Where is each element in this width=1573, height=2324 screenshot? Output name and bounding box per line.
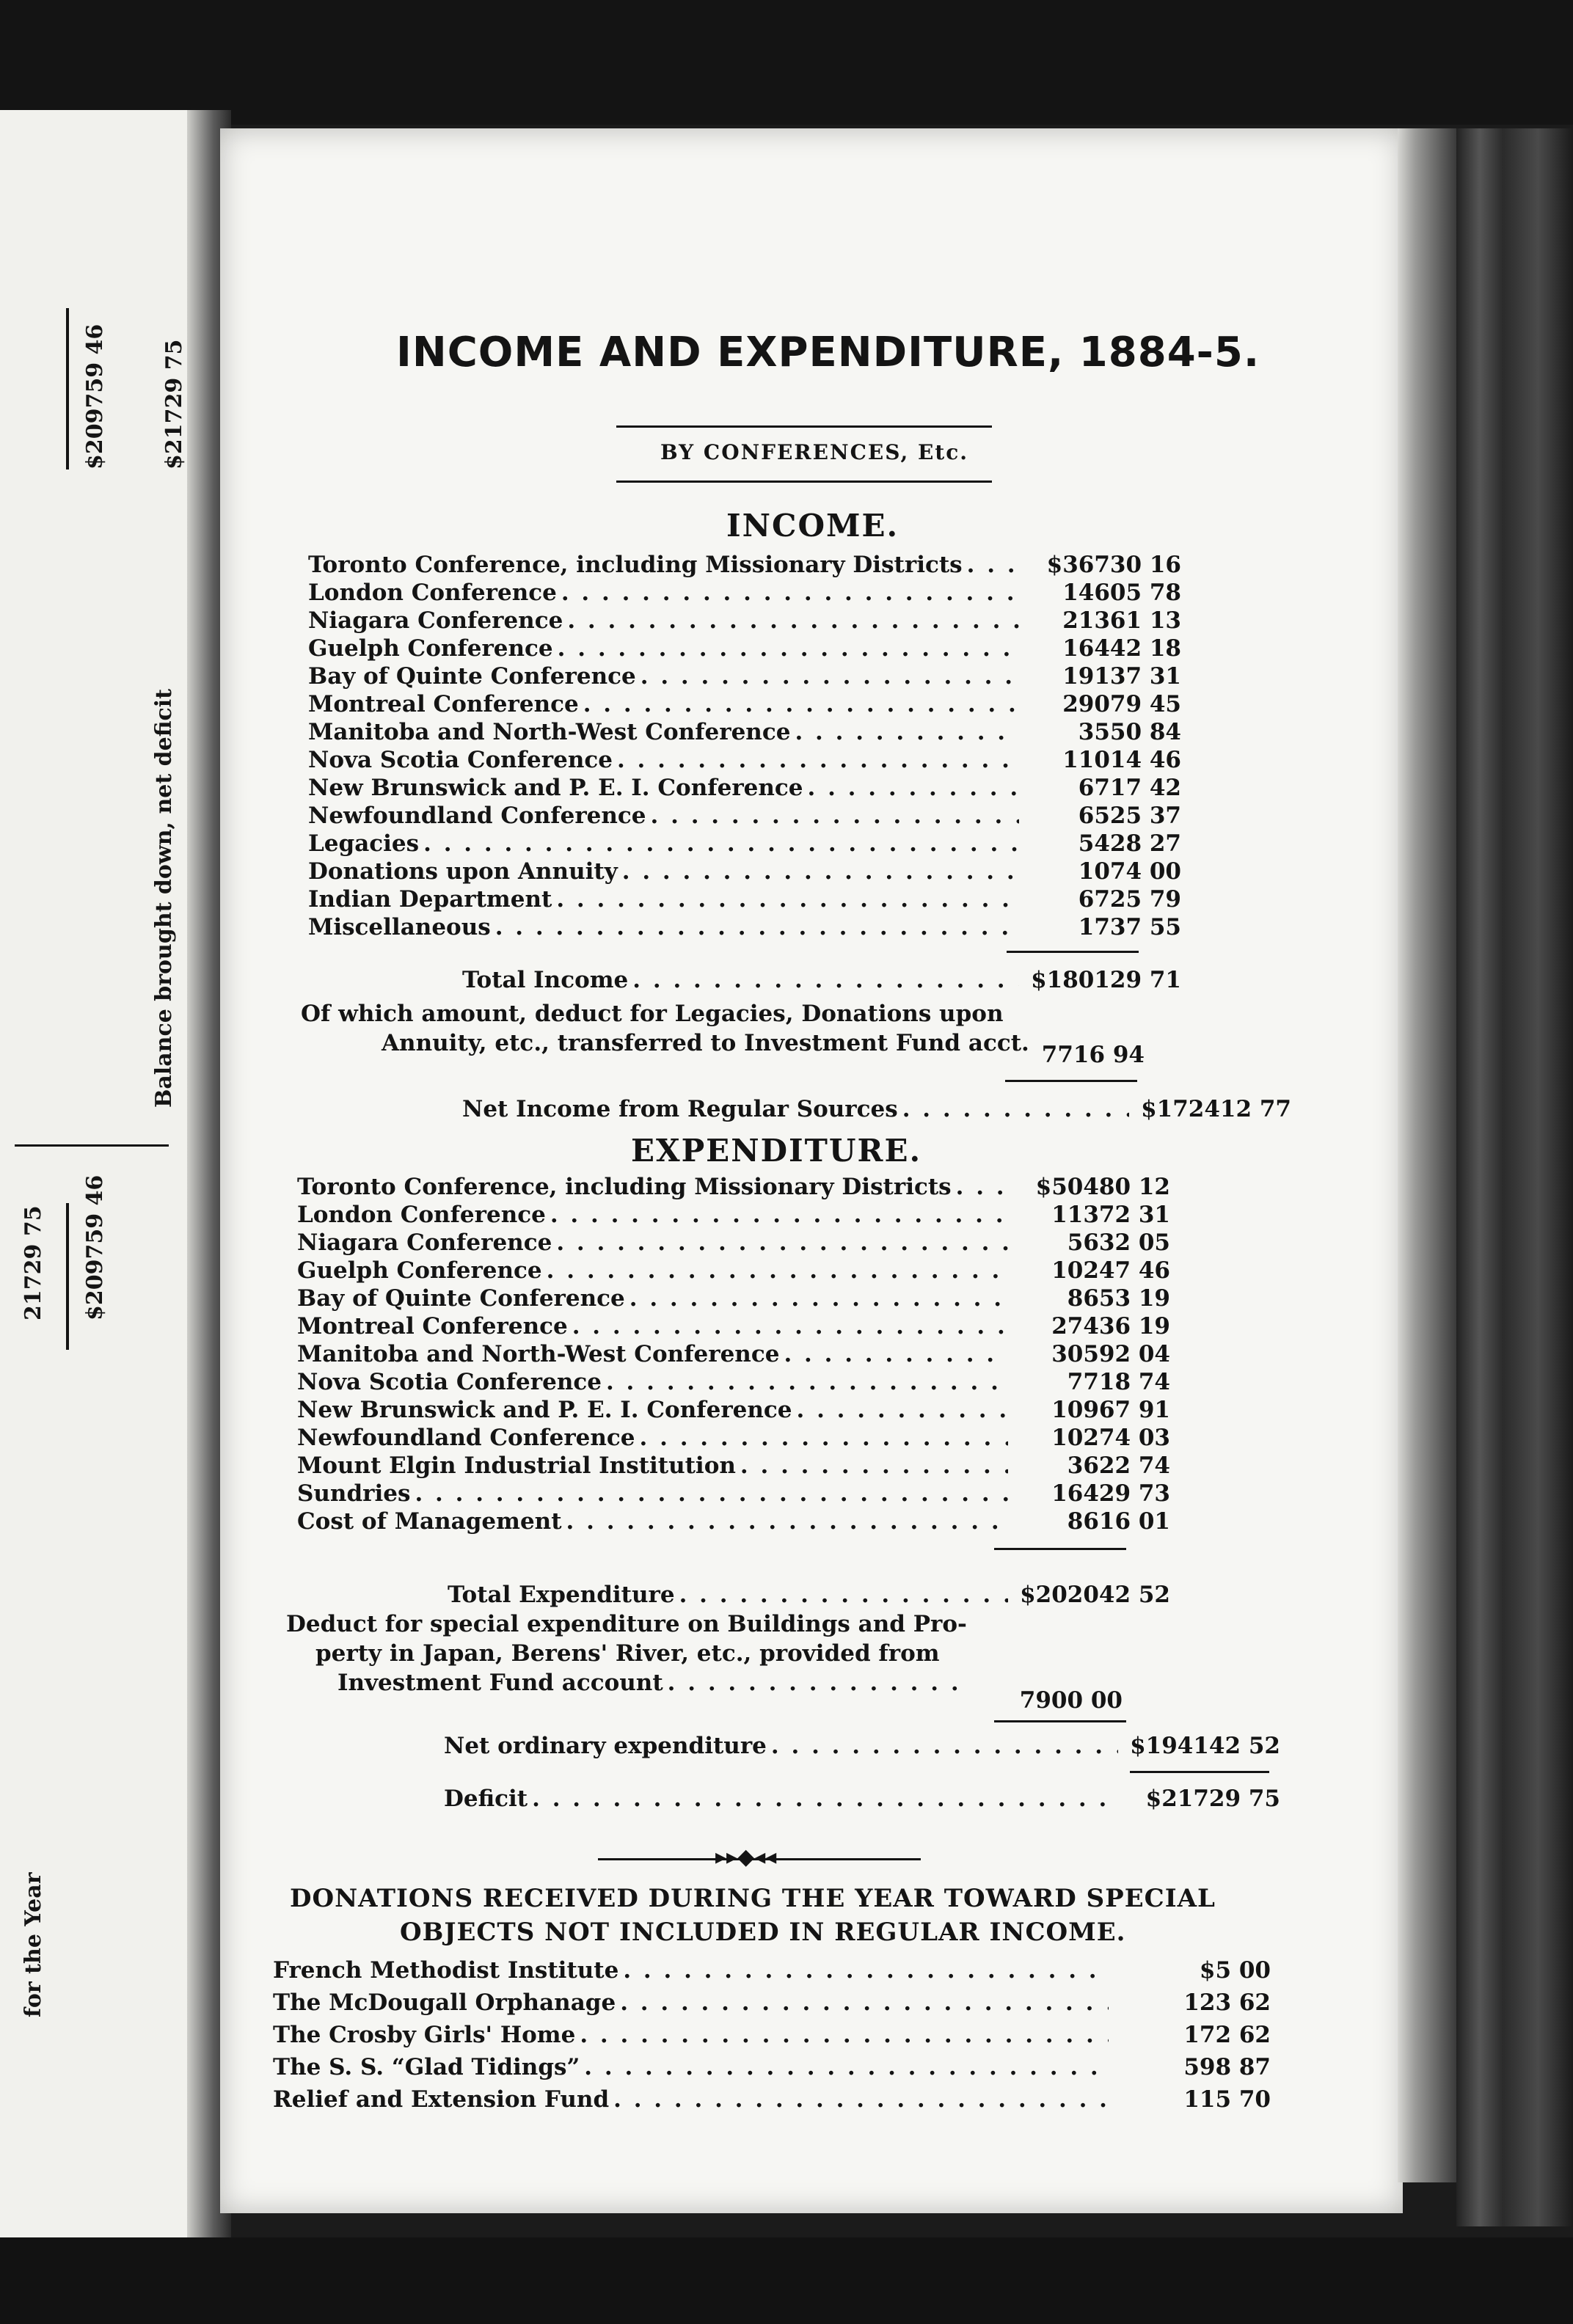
income-row — [308, 747, 1181, 775]
leader-dots — [566, 1508, 1008, 1535]
expenditure-row — [297, 1174, 1170, 1202]
leader-dots — [584, 2054, 1109, 2080]
leader-dots — [532, 1786, 1118, 1812]
income-row-amount: $36730 16 — [1046, 552, 1181, 578]
expenditure-row — [297, 1425, 1170, 1452]
donation-row-label: French Methodist Institute — [273, 1957, 619, 1984]
leader-dots — [797, 1397, 1008, 1423]
book-cover-side — [1456, 128, 1573, 2226]
expenditure-row-amount: 8653 19 — [1067, 1285, 1170, 1312]
expenditure-row-amount: 27436 19 — [1051, 1313, 1170, 1340]
leader-dots — [640, 1425, 1008, 1451]
donation-row — [273, 1957, 1271, 1985]
income-row — [308, 858, 1181, 886]
expenditure-total-amount: $202042 52 — [1020, 1582, 1170, 1608]
leader-dots — [632, 967, 1019, 993]
leader-dots — [567, 607, 1019, 634]
expenditure-row — [297, 1480, 1170, 1508]
donation-row-amount: 115 70 — [1183, 2086, 1271, 2113]
leader-dots — [495, 914, 1019, 940]
expenditure-row — [297, 1508, 1170, 1536]
income-deduct-line2: Annuity, etc., transferred to Investment Fund acct. — [382, 1030, 1029, 1056]
expenditure-deduct-line2: perty in Japan, Berens' River, etc., provided from — [315, 1640, 940, 1667]
donation-row-label: The Crosby Girls' Home — [273, 2022, 576, 2048]
expenditure-row — [297, 1452, 1170, 1480]
leader-dots — [784, 1341, 1008, 1367]
leader-dots — [617, 747, 1019, 773]
expenditure-row-label: Montreal Conference — [297, 1313, 568, 1340]
donation-row-label: Relief and Extension Fund — [273, 2086, 610, 2113]
leader-dots — [556, 886, 1019, 913]
leader-dots — [606, 1369, 1008, 1395]
income-row-label: Guelph Conference — [308, 635, 553, 662]
income-row — [308, 830, 1181, 858]
deficit-rule — [1130, 1771, 1269, 1773]
expenditure-row-label: Cost of Management — [297, 1508, 562, 1535]
income-row-amount: 11014 46 — [1062, 747, 1181, 773]
income-row — [308, 803, 1181, 830]
income-row-label: Bay of Quinte Conference — [308, 663, 636, 690]
leader-dots — [956, 1174, 1008, 1200]
page-subtitle: BY CONFERENCES, Etc. — [660, 440, 969, 464]
leader-dots — [623, 1957, 1109, 1984]
expenditure-row-label: Newfoundland Conference — [297, 1425, 635, 1451]
leader-dots — [629, 1285, 1008, 1312]
income-row-label: London Conference — [308, 580, 557, 606]
leader-dots — [620, 1989, 1109, 2016]
income-row-amount: 5428 27 — [1078, 830, 1181, 857]
income-row-label: Toronto Conference, including Missionary Districts — [308, 552, 963, 578]
expenditure-row-label: Manitoba and North-West Conference — [297, 1341, 780, 1367]
subtitle-rule — [616, 480, 992, 483]
income-total-amount: $180129 71 — [1031, 967, 1181, 993]
expenditure-row-amount: 10247 46 — [1051, 1257, 1170, 1284]
left-bottom-rule — [66, 1203, 69, 1350]
income-row-amount: 1074 00 — [1078, 858, 1181, 885]
scan-background-top — [0, 0, 1573, 125]
income-row-amount: 16442 18 — [1062, 635, 1181, 662]
left-top-rule — [66, 308, 69, 469]
leader-dots — [547, 1257, 1008, 1284]
leader-dots — [613, 2086, 1109, 2113]
expenditure-row-amount: 5632 05 — [1067, 1229, 1170, 1256]
income-row — [308, 607, 1181, 635]
donation-row-amount: $5 00 — [1199, 1957, 1271, 1984]
income-row — [308, 719, 1181, 747]
scan-background-bottom — [0, 2237, 1573, 2324]
income-row-label: New Brunswick and P. E. I. Conference — [308, 775, 803, 801]
expenditure-sum-rule — [994, 1548, 1126, 1550]
title-rule — [616, 425, 992, 428]
income-row — [308, 775, 1181, 803]
donation-row-amount: 123 62 — [1183, 1989, 1271, 2016]
income-row-amount: 6525 37 — [1078, 803, 1181, 829]
income-net-row — [462, 1096, 1291, 1124]
expenditure-row-label: Guelph Conference — [297, 1257, 542, 1284]
income-row-amount: 6717 42 — [1078, 775, 1181, 801]
income-row-amount: 19137 31 — [1062, 663, 1181, 690]
income-row — [308, 914, 1181, 942]
left-bottom-deficit: 21729 75 — [21, 1205, 46, 1320]
leader-dots — [771, 1733, 1118, 1759]
expenditure-total-label: Total Expenditure — [448, 1582, 675, 1608]
left-bottom-label: for the Year — [21, 1872, 46, 2017]
income-row — [308, 691, 1181, 719]
expenditure-row-amount: 16429 73 — [1051, 1480, 1170, 1507]
income-row-label: Niagara Conference — [308, 607, 563, 634]
expenditure-row-amount: 10967 91 — [1051, 1397, 1170, 1423]
donation-row — [273, 1989, 1271, 2017]
leader-dots — [651, 803, 1019, 829]
leader-dots — [561, 580, 1019, 606]
donations-heading-line1: DONATIONS RECEIVED DURING THE YEAR TOWARD SPECIAL — [290, 1884, 1216, 1913]
left-top-deficit: $21729 75 — [161, 339, 187, 469]
income-row-amount: 1737 55 — [1078, 914, 1181, 940]
expenditure-net-rule — [994, 1720, 1126, 1722]
leader-dots — [556, 1229, 1008, 1256]
income-row-amount: 21361 13 — [1062, 607, 1181, 634]
income-row-label: Montreal Conference — [308, 691, 579, 717]
leader-dots — [967, 552, 1019, 578]
expenditure-row-label: New Brunswick and P. E. I. Conference — [297, 1397, 792, 1423]
income-row-amount: 29079 45 — [1062, 691, 1181, 717]
income-row — [308, 663, 1181, 691]
deficit-label: Deficit — [444, 1786, 528, 1812]
income-row-label: Donations upon Annuity — [308, 858, 618, 885]
expenditure-net-row — [444, 1733, 1280, 1761]
expenditure-deduct-line3: Investment Fund account — [337, 1670, 663, 1696]
expenditure-row-amount: 10274 03 — [1051, 1425, 1170, 1451]
expenditure-net-label: Net ordinary expenditure — [444, 1733, 767, 1759]
expenditure-row-amount: 30592 04 — [1051, 1341, 1170, 1367]
leader-dots — [640, 663, 1019, 690]
expenditure-row-label: Bay of Quinte Conference — [297, 1285, 625, 1312]
donation-row-amount: 598 87 — [1183, 2054, 1271, 2080]
income-row-label: Nova Scotia Conference — [308, 747, 613, 773]
donations-heading-line2: OBJECTS NOT INCLUDED IN REGULAR INCOME. — [400, 1918, 1126, 1947]
income-deduct-line1: Of which amount, deduct for Legacies, Donations upon — [301, 1001, 1004, 1027]
expenditure-row — [297, 1285, 1170, 1313]
leader-dots — [558, 635, 1019, 662]
expenditure-row-amount: $50480 12 — [1035, 1174, 1170, 1200]
leader-dots — [808, 775, 1019, 801]
expenditure-row-label: Mount Elgin Industrial Institution — [297, 1452, 736, 1479]
income-row-amount: 6725 79 — [1078, 886, 1181, 913]
left-bottom-total: $209759 46 — [82, 1174, 108, 1320]
income-net-amount: $172412 77 — [1141, 1096, 1291, 1122]
expenditure-row-label: Sundries — [297, 1480, 411, 1507]
leader-dots — [550, 1202, 1008, 1228]
expenditure-row-label: Toronto Conference, including Missionary Districts — [297, 1174, 952, 1200]
expenditure-row — [297, 1257, 1170, 1285]
leader-dots — [583, 691, 1019, 717]
leader-dots — [580, 2022, 1109, 2048]
expenditure-total-row — [448, 1582, 1170, 1609]
expenditure-row — [297, 1397, 1170, 1425]
deficit-amount: $21729 75 — [1145, 1786, 1280, 1812]
income-row-label: Indian Department — [308, 886, 552, 913]
leader-dots — [679, 1582, 1008, 1608]
expenditure-row — [297, 1229, 1170, 1257]
expenditure-row — [297, 1341, 1170, 1369]
donation-row-amount: 172 62 — [1183, 2022, 1271, 2048]
income-total-label: Total Income — [462, 967, 629, 993]
donation-row — [273, 2054, 1271, 2082]
expenditure-row-label: Nova Scotia Conference — [297, 1369, 602, 1395]
expenditure-row-amount: 11372 31 — [1051, 1202, 1170, 1228]
expenditure-row — [297, 1202, 1170, 1229]
expenditure-row-label: Niagara Conference — [297, 1229, 552, 1256]
leader-dots — [795, 719, 1019, 745]
income-row-label: Newfoundland Conference — [308, 803, 646, 829]
expenditure-row — [297, 1369, 1170, 1397]
income-net-rule — [1005, 1080, 1137, 1082]
leader-dots — [622, 858, 1019, 885]
income-row — [308, 886, 1181, 914]
expenditure-heading: EXPENDITURE. — [631, 1133, 922, 1169]
income-row-label: Miscellaneous — [308, 914, 491, 940]
donation-row — [273, 2022, 1271, 2050]
income-row — [308, 635, 1181, 663]
expenditure-net-amount: $194142 52 — [1130, 1733, 1280, 1759]
left-horizontal-rule — [15, 1144, 169, 1147]
expenditure-deduct-amount: 7900 00 — [1019, 1687, 1123, 1714]
income-heading: INCOME. — [726, 508, 899, 544]
left-top-label: Balance brought down, net deficit — [151, 688, 177, 1108]
leader-dots — [740, 1452, 1008, 1479]
income-row-label: Manitoba and North-West Conference — [308, 719, 791, 745]
income-row-amount: 3550 84 — [1078, 719, 1181, 745]
expenditure-row — [297, 1313, 1170, 1341]
income-total-row — [462, 967, 1181, 995]
income-row — [308, 580, 1181, 607]
expenditure-row-amount: 3622 74 — [1067, 1452, 1170, 1479]
leader-dots — [572, 1313, 1008, 1340]
leader-dots — [902, 1096, 1129, 1122]
deficit-row — [444, 1786, 1280, 1813]
income-row-amount: 14605 78 — [1062, 580, 1181, 606]
expenditure-row-amount: 7718 74 — [1067, 1369, 1170, 1395]
income-net-label: Net Income from Regular Sources — [462, 1096, 898, 1122]
income-row-label: Legacies — [308, 830, 420, 857]
left-top-total: $209759 46 — [82, 324, 108, 469]
expenditure-row-amount: 8616 01 — [1067, 1508, 1170, 1535]
leader-dots — [423, 830, 1019, 857]
donation-row-label: The S. S. “Glad Tidings” — [273, 2054, 580, 2080]
expenditure-row-label: London Conference — [297, 1202, 546, 1228]
page-title: INCOME AND EXPENDITURE, 1884-5. — [396, 329, 1260, 376]
leader-dots — [668, 1670, 968, 1696]
donation-row-label: The McDougall Orphanage — [273, 1989, 616, 2016]
income-row — [308, 552, 1181, 580]
page-edge — [1398, 128, 1456, 2182]
income-sum-rule — [1007, 951, 1139, 953]
ornament-diamond-icon: ▸▸◆◂◂ — [715, 1844, 777, 1870]
income-deduct-amount: 7716 94 — [1041, 1042, 1145, 1068]
leader-dots — [415, 1480, 1008, 1507]
donation-row — [273, 2086, 1271, 2114]
expenditure-deduct-line1: Deduct for special expenditure on Buildings and Pro- — [286, 1611, 967, 1637]
